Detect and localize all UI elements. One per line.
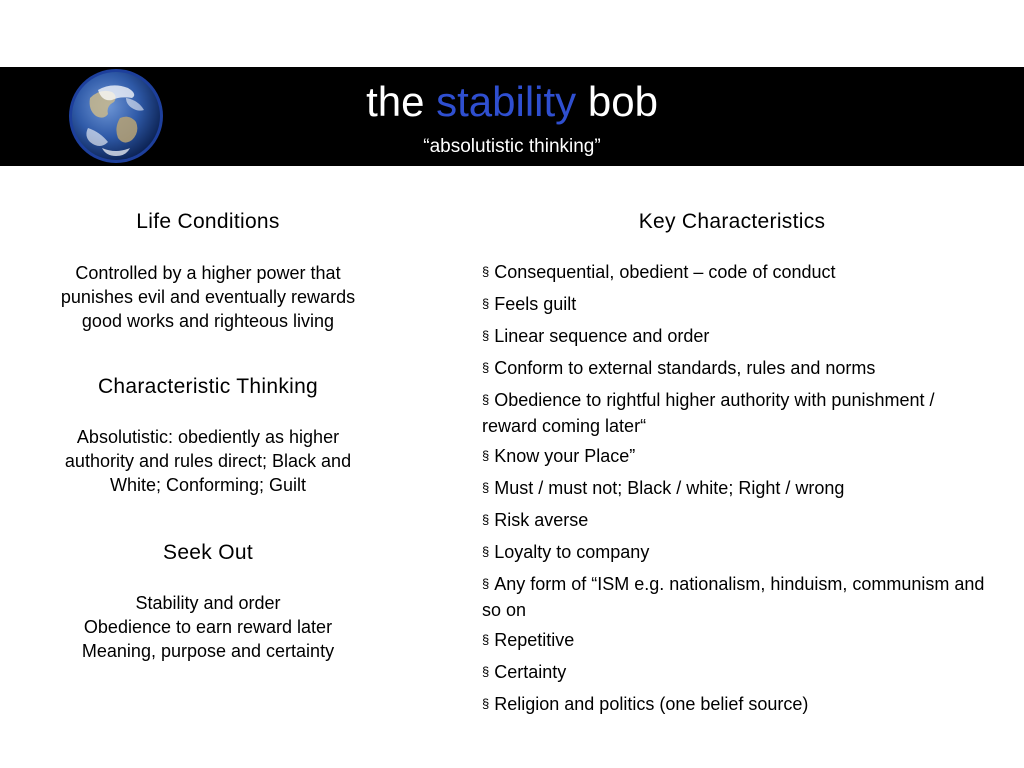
list-item: § Repetitive xyxy=(482,630,575,650)
list-item: § Obedience to rightful higher authority with punishment / reward coming later“ xyxy=(482,390,935,436)
bullet-icon: § xyxy=(482,296,490,311)
characteristic-thinking-heading: Characteristic Thinking xyxy=(97,375,319,398)
bullet-icon: § xyxy=(482,512,490,527)
list-item: § Loyalty to company xyxy=(482,542,650,562)
slide-title xyxy=(0,77,1024,127)
title-word-bob: bob xyxy=(587,78,658,125)
list-item: § Religion and politics (one belief source) xyxy=(482,694,809,714)
bullet-icon: § xyxy=(482,328,490,343)
characteristic-thinking-text: Absolutistic: obediently as higher authority and rules direct; Black and White; Conforming; Guilt xyxy=(64,427,352,495)
list-item: § Know your Place” xyxy=(482,446,636,466)
title-word-the: the xyxy=(366,78,425,125)
list-item: § Feels guilt xyxy=(482,294,577,314)
list-item: § Must / must not; Black / white; Right / wrong xyxy=(482,478,845,498)
life-conditions-section xyxy=(40,209,376,333)
slide-subtitle: “absolutistic thinking” xyxy=(423,136,601,157)
seek-out-section xyxy=(40,540,376,663)
seek-out-line: Meaning, purpose and certainty xyxy=(81,641,335,661)
bullet-icon: § xyxy=(482,696,490,711)
seek-out-heading: Seek Out xyxy=(163,541,253,564)
list-item: § Conform to external standards, rules and norms xyxy=(482,358,876,378)
bullet-icon: § xyxy=(482,544,490,559)
characteristic-thinking-section xyxy=(40,374,376,497)
life-conditions-text: Controlled by a higher power that punishes evil and eventually rewards good works and righteous living xyxy=(60,263,356,331)
bullet-icon: § xyxy=(482,480,490,495)
title-word-stability: stability xyxy=(436,78,577,125)
key-characteristics-heading: Key Characteristics xyxy=(638,210,826,233)
list-item: § Certainty xyxy=(482,662,567,682)
bullet-icon: § xyxy=(482,448,490,463)
bullet-icon: § xyxy=(482,264,490,279)
list-item: § Consequential, obedient – code of conduct xyxy=(482,262,836,282)
bullet-icon: § xyxy=(482,664,490,679)
bullet-icon: § xyxy=(482,632,490,647)
life-conditions-heading: Life Conditions xyxy=(136,210,280,233)
bullet-icon: § xyxy=(482,392,490,407)
list-item: § Risk averse xyxy=(482,510,589,530)
bullet-icon: § xyxy=(482,360,490,375)
list-item: § Any form of “ISM e.g. nationalism, hinduism, communism and so on xyxy=(482,574,985,620)
list-item: § Linear sequence and order xyxy=(482,326,710,346)
seek-out-line: Stability and order xyxy=(135,593,281,613)
bullet-icon: § xyxy=(482,576,490,591)
key-characteristics-list xyxy=(482,260,992,724)
seek-out-line: Obedience to earn reward later xyxy=(83,617,333,637)
